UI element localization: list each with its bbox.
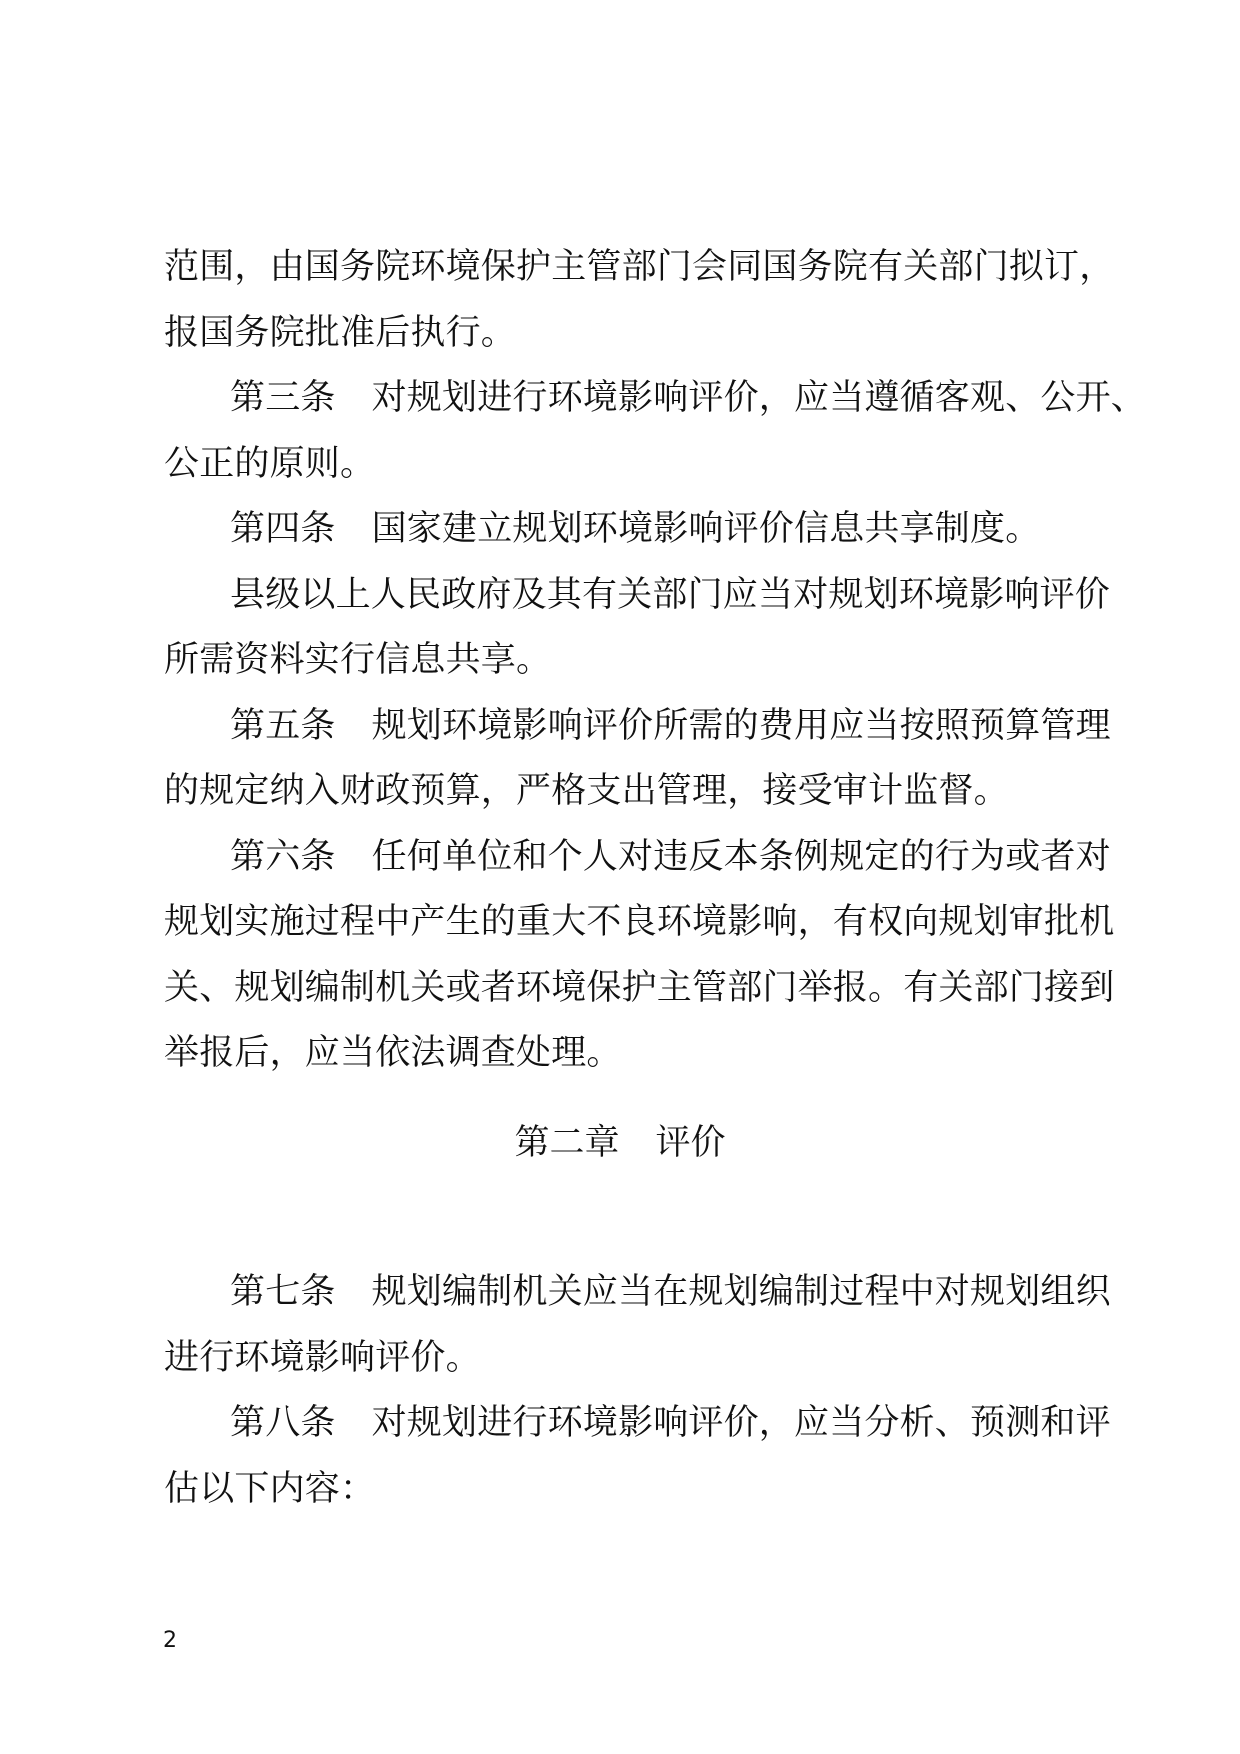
paragraph-line (164, 1021, 1084, 1087)
line-text: 范围，由国务院环境保护主管部门会同国务院有关部门拟订， (164, 247, 1115, 287)
line-text: 任何单位和个人对违反本条例规定的行为或者对 (371, 836, 1111, 877)
text-block-1 (164, 235, 1147, 1087)
paragraph-line (164, 235, 1115, 301)
article-3 (164, 366, 1147, 432)
line-text: 进行环境影响评价。 (164, 1337, 481, 1378)
paragraph-line (164, 759, 1084, 825)
article-heading: 第八条 (230, 1403, 336, 1443)
article-heading: 第六条 (230, 836, 336, 877)
paragraph-line (164, 1326, 1084, 1392)
line-text: 县级以上人民政府及其有关部门应当对规划环境影响评价 (230, 574, 1111, 615)
article-7 (164, 1260, 1111, 1326)
chapter-number: 第二章 (514, 1123, 620, 1163)
line-text: 国家建立规划环境影响评价信息共享制度。 (371, 509, 1041, 549)
paragraph-line (164, 890, 1115, 956)
line-text: 报国务院批准后执行。 (164, 312, 517, 353)
text-block-2 (164, 1260, 1111, 1522)
article-4 (164, 497, 1084, 563)
chapter-heading (0, 1118, 1240, 1168)
article-heading: 第七条 (230, 1272, 336, 1312)
line-text: 举报后，应当依法调查处理。 (164, 1033, 622, 1073)
article-8 (164, 1391, 1111, 1457)
line-text: 对规划进行环境影响评价，应当分析、预测和评 (371, 1403, 1111, 1443)
line-text: 所需资料实行信息共享。 (164, 640, 552, 680)
paragraph-line (164, 432, 1084, 498)
chapter-title: 评价 (655, 1123, 726, 1163)
paragraph-line (164, 301, 1084, 367)
paragraph-line (164, 628, 1084, 694)
line-text: 估以下内容： (164, 1468, 376, 1509)
line-text: 规划编制机关应当在规划编制过程中对规划组织 (371, 1272, 1111, 1312)
line-text: 的规定纳入财政预算，严格支出管理，接受审计监督。 (164, 771, 1009, 811)
paragraph-line (164, 956, 1115, 1022)
line-text: 对规划进行环境影响评价，应当遵循客观、公开、 (371, 378, 1147, 418)
article-6 (164, 825, 1111, 891)
article-5 (164, 694, 1111, 760)
line-text: 规划环境影响评价所需的费用应当按照预算管理 (371, 705, 1111, 746)
page-number: 2 (163, 1628, 177, 1653)
line-text: 规划实施过程中产生的重大不良环境影响，有权向规划审批机 (164, 902, 1115, 942)
article-heading: 第四条 (230, 509, 336, 549)
paragraph-line (164, 563, 1111, 629)
article-heading: 第三条 (230, 378, 336, 418)
line-text: 公正的原则。 (164, 443, 376, 484)
line-text: 关、规划编制机关或者环境保护主管部门举报。有关部门接到 (164, 967, 1115, 1008)
paragraph-line (164, 1457, 1084, 1523)
article-heading: 第五条 (230, 705, 336, 746)
